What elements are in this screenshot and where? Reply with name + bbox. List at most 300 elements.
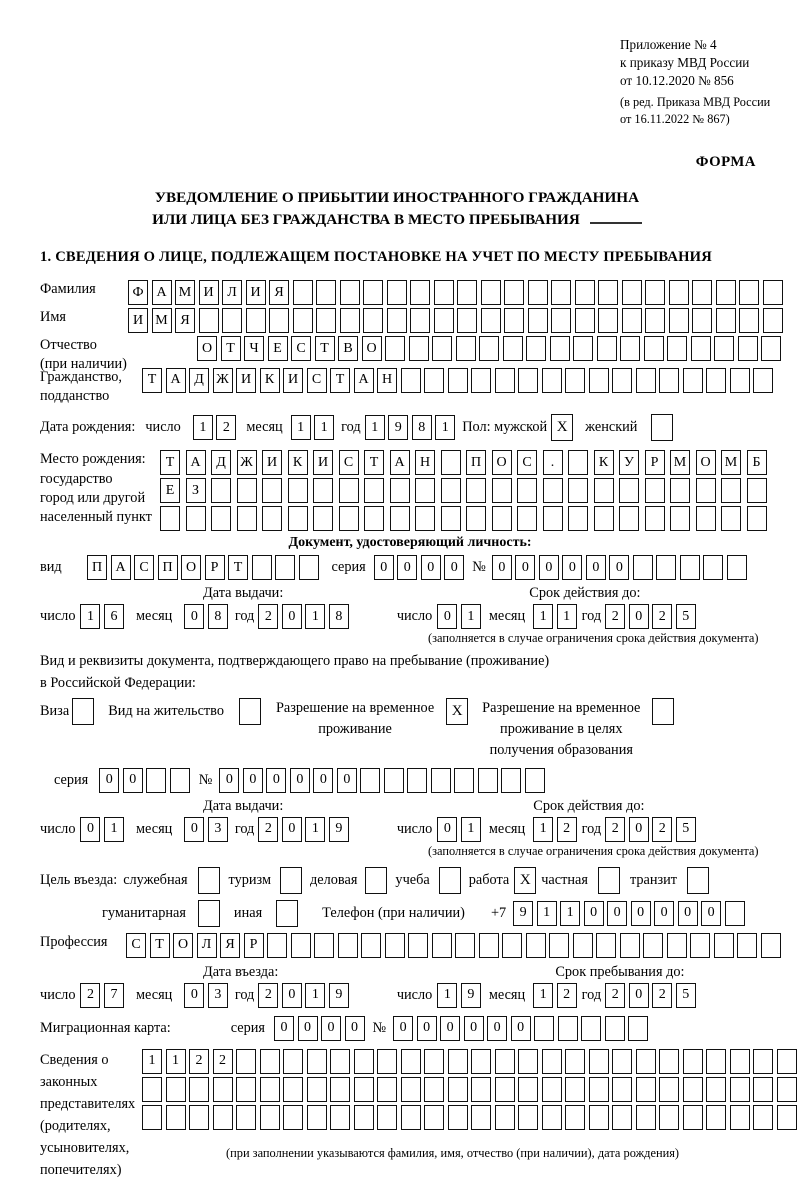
form-cell[interactable]: 0 — [243, 768, 263, 793]
form-cell[interactable]: 1 — [560, 901, 580, 926]
form-cell[interactable]: 1 — [461, 604, 481, 629]
form-cell[interactable] — [706, 368, 726, 393]
form-cell[interactable] — [471, 368, 491, 393]
form-cell[interactable]: 0 — [321, 1016, 341, 1041]
form-cell[interactable] — [777, 1105, 797, 1130]
form-cell[interactable] — [644, 336, 664, 361]
form-cell[interactable] — [716, 308, 736, 333]
form-cell[interactable] — [260, 1105, 280, 1130]
form-cell[interactable]: Е — [268, 336, 288, 361]
form-cell[interactable] — [543, 478, 563, 503]
form-cell[interactable] — [236, 1105, 256, 1130]
form-cell[interactable] — [504, 308, 524, 333]
form-cell[interactable] — [645, 506, 665, 531]
form-cell[interactable]: 0 — [337, 768, 357, 793]
form-cell[interactable] — [170, 768, 190, 793]
form-cell[interactable] — [730, 1077, 750, 1102]
form-cell[interactable]: 0 — [629, 604, 649, 629]
form-cell[interactable]: 2 — [652, 604, 672, 629]
form-cell[interactable] — [314, 933, 334, 958]
form-cell[interactable] — [568, 506, 588, 531]
form-cell[interactable] — [518, 1049, 538, 1074]
form-cell[interactable]: 2 — [216, 415, 236, 440]
form-cell[interactable] — [471, 1049, 491, 1074]
form-cell[interactable]: 1 — [461, 817, 481, 842]
form-cell[interactable]: 3 — [208, 817, 228, 842]
form-cell[interactable]: А — [152, 280, 172, 305]
form-cell[interactable]: 9 — [388, 415, 408, 440]
form-cell[interactable] — [364, 478, 384, 503]
form-cell[interactable]: 1 — [533, 983, 553, 1008]
form-cell[interactable] — [377, 1049, 397, 1074]
form-cell[interactable]: 0 — [609, 555, 629, 580]
form-cell[interactable] — [495, 368, 515, 393]
form-cell[interactable] — [645, 308, 665, 333]
form-cell[interactable] — [730, 1105, 750, 1130]
form-cell[interactable] — [706, 1049, 726, 1074]
form-cell[interactable]: 9 — [461, 983, 481, 1008]
form-cell[interactable] — [72, 698, 94, 725]
form-cell[interactable] — [441, 478, 461, 503]
form-cell[interactable]: Я — [220, 933, 240, 958]
form-cell[interactable] — [424, 1105, 444, 1130]
form-cell[interactable]: 0 — [492, 555, 512, 580]
form-cell[interactable] — [360, 768, 380, 793]
form-cell[interactable] — [517, 478, 537, 503]
form-cell[interactable] — [189, 1077, 209, 1102]
form-cell[interactable] — [753, 368, 773, 393]
form-cell[interactable] — [739, 308, 759, 333]
form-cell[interactable]: С — [307, 368, 327, 393]
form-cell[interactable]: 0 — [184, 817, 204, 842]
form-cell[interactable] — [659, 1049, 679, 1074]
form-cell[interactable] — [275, 555, 295, 580]
form-cell[interactable] — [597, 336, 617, 361]
form-cell[interactable] — [542, 1077, 562, 1102]
form-cell[interactable]: Л — [222, 280, 242, 305]
form-cell[interactable] — [448, 368, 468, 393]
form-cell[interactable]: 0 — [631, 901, 651, 926]
form-cell[interactable] — [448, 1077, 468, 1102]
form-cell[interactable]: 0 — [701, 901, 721, 926]
form-cell[interactable]: 9 — [329, 817, 349, 842]
form-cell[interactable]: Т — [150, 933, 170, 958]
form-cell[interactable]: О — [197, 336, 217, 361]
form-cell[interactable]: 0 — [393, 1016, 413, 1041]
form-cell[interactable] — [390, 478, 410, 503]
form-cell[interactable] — [633, 555, 653, 580]
form-cell[interactable]: Т — [221, 336, 241, 361]
form-cell[interactable] — [363, 280, 383, 305]
form-cell[interactable]: 1 — [291, 415, 311, 440]
form-cell[interactable]: 1 — [537, 901, 557, 926]
form-cell[interactable]: И — [262, 450, 282, 475]
form-cell[interactable]: 0 — [282, 983, 302, 1008]
form-cell[interactable] — [528, 308, 548, 333]
form-cell[interactable]: 1 — [435, 415, 455, 440]
form-cell[interactable]: 0 — [511, 1016, 531, 1041]
form-cell[interactable]: 2 — [213, 1049, 233, 1074]
form-cell[interactable]: 0 — [123, 768, 143, 793]
form-cell[interactable] — [448, 1049, 468, 1074]
form-cell[interactable] — [252, 555, 272, 580]
form-cell[interactable] — [211, 506, 231, 531]
form-cell[interactable] — [636, 1105, 656, 1130]
form-cell[interactable]: С — [134, 555, 154, 580]
form-cell[interactable] — [316, 280, 336, 305]
form-cell[interactable] — [503, 336, 523, 361]
form-cell[interactable] — [471, 1077, 491, 1102]
form-cell[interactable] — [589, 368, 609, 393]
form-cell[interactable]: 0 — [298, 1016, 318, 1041]
form-cell[interactable] — [721, 478, 741, 503]
form-cell[interactable]: А — [166, 368, 186, 393]
form-cell[interactable] — [288, 506, 308, 531]
form-cell[interactable] — [620, 336, 640, 361]
form-cell[interactable] — [432, 933, 452, 958]
form-cell[interactable] — [269, 308, 289, 333]
form-cell[interactable] — [659, 1105, 679, 1130]
form-cell[interactable]: 2 — [605, 604, 625, 629]
form-cell[interactable]: 0 — [437, 604, 457, 629]
form-cell[interactable] — [502, 933, 522, 958]
form-cell[interactable] — [589, 1049, 609, 1074]
form-cell[interactable]: 0 — [607, 901, 627, 926]
form-cell[interactable]: 5 — [676, 817, 696, 842]
form-cell[interactable]: 2 — [605, 983, 625, 1008]
form-cell[interactable] — [501, 768, 521, 793]
form-cell[interactable] — [339, 506, 359, 531]
form-cell[interactable]: . — [543, 450, 563, 475]
form-cell[interactable] — [307, 1077, 327, 1102]
form-cell[interactable] — [725, 901, 745, 926]
form-cell[interactable] — [683, 368, 703, 393]
form-cell[interactable]: Т — [160, 450, 180, 475]
form-cell[interactable]: 0 — [282, 604, 302, 629]
form-cell[interactable] — [441, 506, 461, 531]
form-cell[interactable] — [683, 1077, 703, 1102]
form-cell[interactable]: С — [291, 336, 311, 361]
form-cell[interactable] — [598, 308, 618, 333]
form-cell[interactable]: 5 — [676, 604, 696, 629]
form-cell[interactable]: Ж — [237, 450, 257, 475]
form-cell[interactable] — [738, 336, 758, 361]
form-cell[interactable] — [643, 933, 663, 958]
form-cell[interactable] — [594, 478, 614, 503]
form-cell[interactable] — [596, 933, 616, 958]
form-cell[interactable] — [385, 933, 405, 958]
form-cell[interactable] — [518, 368, 538, 393]
form-cell[interactable] — [680, 555, 700, 580]
form-cell[interactable] — [237, 506, 257, 531]
form-cell[interactable] — [142, 1105, 162, 1130]
form-cell[interactable] — [401, 1049, 421, 1074]
form-cell[interactable] — [478, 768, 498, 793]
form-cell[interactable] — [605, 1016, 625, 1041]
form-cell[interactable] — [495, 1049, 515, 1074]
form-cell[interactable]: Е — [160, 478, 180, 503]
form-cell[interactable] — [236, 1077, 256, 1102]
form-cell[interactable] — [581, 1016, 601, 1041]
form-cell[interactable] — [330, 1077, 350, 1102]
form-cell[interactable]: П — [466, 450, 486, 475]
form-cell[interactable]: 1 — [80, 604, 100, 629]
form-cell[interactable] — [669, 280, 689, 305]
form-cell[interactable]: 1 — [533, 604, 553, 629]
form-cell[interactable]: 1 — [305, 817, 325, 842]
form-cell[interactable] — [410, 280, 430, 305]
form-cell[interactable] — [692, 308, 712, 333]
form-cell[interactable]: 3 — [208, 983, 228, 1008]
form-cell[interactable]: О — [696, 450, 716, 475]
form-cell[interactable]: И — [246, 280, 266, 305]
form-cell[interactable] — [619, 506, 639, 531]
form-cell[interactable]: 2 — [189, 1049, 209, 1074]
form-cell[interactable] — [384, 768, 404, 793]
form-cell[interactable] — [166, 1105, 186, 1130]
form-cell[interactable] — [612, 368, 632, 393]
form-cell[interactable] — [481, 280, 501, 305]
form-cell[interactable] — [363, 308, 383, 333]
form-cell[interactable] — [466, 506, 486, 531]
form-cell[interactable] — [612, 1105, 632, 1130]
form-cell[interactable]: М — [721, 450, 741, 475]
form-cell[interactable] — [636, 368, 656, 393]
form-cell[interactable] — [280, 867, 302, 894]
form-cell[interactable]: О — [173, 933, 193, 958]
form-cell[interactable] — [691, 336, 711, 361]
form-cell[interactable]: X — [551, 414, 573, 441]
form-cell[interactable] — [246, 308, 266, 333]
form-cell[interactable] — [387, 308, 407, 333]
form-cell[interactable]: 2 — [652, 983, 672, 1008]
form-cell[interactable]: С — [517, 450, 537, 475]
form-cell[interactable]: 2 — [652, 817, 672, 842]
form-cell[interactable]: 0 — [274, 1016, 294, 1041]
form-cell[interactable] — [659, 368, 679, 393]
form-cell[interactable]: Н — [377, 368, 397, 393]
form-cell[interactable] — [753, 1105, 773, 1130]
form-cell[interactable]: П — [87, 555, 107, 580]
form-cell[interactable]: 1 — [193, 415, 213, 440]
form-cell[interactable] — [339, 478, 359, 503]
form-cell[interactable] — [542, 368, 562, 393]
form-cell[interactable]: 1 — [557, 604, 577, 629]
form-cell[interactable] — [198, 900, 220, 927]
form-cell[interactable]: О — [492, 450, 512, 475]
form-cell[interactable] — [518, 1105, 538, 1130]
form-cell[interactable] — [354, 1105, 374, 1130]
form-cell[interactable]: З — [186, 478, 206, 503]
form-cell[interactable] — [575, 280, 595, 305]
form-cell[interactable] — [568, 450, 588, 475]
form-cell[interactable] — [456, 336, 476, 361]
form-cell[interactable] — [683, 1049, 703, 1074]
form-cell[interactable]: 1 — [533, 817, 553, 842]
form-cell[interactable] — [455, 933, 475, 958]
form-cell[interactable] — [528, 280, 548, 305]
form-cell[interactable] — [542, 1049, 562, 1074]
form-cell[interactable] — [777, 1077, 797, 1102]
form-cell[interactable]: Т — [228, 555, 248, 580]
form-cell[interactable] — [213, 1105, 233, 1130]
form-cell[interactable] — [432, 336, 452, 361]
form-cell[interactable]: 8 — [208, 604, 228, 629]
form-cell[interactable] — [526, 933, 546, 958]
form-cell[interactable]: К — [288, 450, 308, 475]
form-cell[interactable] — [448, 1105, 468, 1130]
form-cell[interactable] — [550, 336, 570, 361]
form-cell[interactable]: 1 — [305, 983, 325, 1008]
form-cell[interactable] — [565, 1077, 585, 1102]
form-cell[interactable]: 0 — [374, 555, 394, 580]
form-cell[interactable]: Ж — [213, 368, 233, 393]
form-cell[interactable] — [696, 478, 716, 503]
form-cell[interactable]: 0 — [219, 768, 239, 793]
form-cell[interactable] — [479, 336, 499, 361]
form-cell[interactable]: М — [670, 450, 690, 475]
form-cell[interactable] — [276, 900, 298, 927]
form-cell[interactable] — [636, 1077, 656, 1102]
form-cell[interactable] — [479, 933, 499, 958]
form-cell[interactable]: X — [446, 698, 468, 725]
form-cell[interactable] — [575, 308, 595, 333]
form-cell[interactable] — [424, 1049, 444, 1074]
form-cell[interactable] — [166, 1077, 186, 1102]
form-cell[interactable]: М — [175, 280, 195, 305]
form-cell[interactable] — [439, 867, 461, 894]
form-cell[interactable] — [636, 1049, 656, 1074]
form-cell[interactable] — [589, 1105, 609, 1130]
form-cell[interactable]: 2 — [557, 983, 577, 1008]
form-cell[interactable]: В — [338, 336, 358, 361]
form-cell[interactable]: 0 — [584, 901, 604, 926]
form-cell[interactable] — [620, 933, 640, 958]
form-cell[interactable] — [706, 1105, 726, 1130]
form-cell[interactable] — [716, 280, 736, 305]
form-cell[interactable] — [612, 1049, 632, 1074]
form-cell[interactable]: 2 — [258, 604, 278, 629]
form-cell[interactable] — [656, 555, 676, 580]
form-cell[interactable]: М — [152, 308, 172, 333]
form-cell[interactable] — [291, 933, 311, 958]
form-cell[interactable]: 0 — [80, 817, 100, 842]
form-cell[interactable] — [645, 280, 665, 305]
form-cell[interactable] — [377, 1105, 397, 1130]
form-cell[interactable]: 0 — [437, 817, 457, 842]
form-cell[interactable] — [534, 1016, 554, 1041]
form-cell[interactable] — [525, 768, 545, 793]
form-cell[interactable] — [739, 280, 759, 305]
form-cell[interactable] — [549, 933, 569, 958]
form-cell[interactable] — [692, 280, 712, 305]
form-cell[interactable]: А — [111, 555, 131, 580]
form-cell[interactable] — [753, 1049, 773, 1074]
form-cell[interactable] — [239, 698, 261, 725]
form-cell[interactable] — [401, 1105, 421, 1130]
form-cell[interactable]: 0 — [184, 604, 204, 629]
form-cell[interactable]: 9 — [513, 901, 533, 926]
form-cell[interactable] — [761, 933, 781, 958]
form-cell[interactable] — [568, 478, 588, 503]
form-cell[interactable] — [659, 1077, 679, 1102]
form-cell[interactable] — [189, 1105, 209, 1130]
form-cell[interactable] — [558, 1016, 578, 1041]
form-cell[interactable] — [283, 1077, 303, 1102]
form-cell[interactable] — [495, 1077, 515, 1102]
form-cell[interactable] — [313, 478, 333, 503]
form-cell[interactable] — [415, 478, 435, 503]
form-cell[interactable] — [761, 336, 781, 361]
form-cell[interactable]: А — [390, 450, 410, 475]
form-cell[interactable] — [730, 368, 750, 393]
form-cell[interactable] — [714, 933, 734, 958]
form-cell[interactable] — [410, 308, 430, 333]
form-cell[interactable] — [186, 506, 206, 531]
form-cell[interactable] — [409, 336, 429, 361]
form-cell[interactable]: 2 — [605, 817, 625, 842]
form-cell[interactable] — [283, 1049, 303, 1074]
form-cell[interactable] — [354, 1077, 374, 1102]
form-cell[interactable]: 0 — [266, 768, 286, 793]
form-cell[interactable] — [401, 368, 421, 393]
form-cell[interactable] — [763, 308, 783, 333]
form-cell[interactable] — [730, 1049, 750, 1074]
form-cell[interactable] — [703, 555, 723, 580]
form-cell[interactable]: Н — [415, 450, 435, 475]
form-cell[interactable]: Т — [330, 368, 350, 393]
form-cell[interactable] — [408, 933, 428, 958]
form-cell[interactable] — [222, 308, 242, 333]
form-cell[interactable] — [690, 933, 710, 958]
form-cell[interactable] — [517, 506, 537, 531]
form-cell[interactable] — [714, 336, 734, 361]
form-cell[interactable] — [763, 280, 783, 305]
form-cell[interactable] — [454, 768, 474, 793]
form-cell[interactable]: С — [126, 933, 146, 958]
form-cell[interactable]: 5 — [676, 983, 696, 1008]
form-cell[interactable]: П — [158, 555, 178, 580]
form-cell[interactable]: Б — [747, 450, 767, 475]
form-cell[interactable]: 1 — [305, 604, 325, 629]
form-cell[interactable] — [573, 933, 593, 958]
form-cell[interactable] — [622, 280, 642, 305]
form-cell[interactable]: Д — [211, 450, 231, 475]
form-cell[interactable] — [213, 1077, 233, 1102]
form-cell[interactable]: 0 — [678, 901, 698, 926]
form-cell[interactable] — [434, 308, 454, 333]
form-cell[interactable]: К — [260, 368, 280, 393]
form-cell[interactable] — [565, 368, 585, 393]
form-cell[interactable] — [504, 280, 524, 305]
form-cell[interactable] — [753, 1077, 773, 1102]
form-cell[interactable]: Т — [315, 336, 335, 361]
form-cell[interactable] — [573, 336, 593, 361]
form-cell[interactable] — [211, 478, 231, 503]
form-cell[interactable]: Р — [645, 450, 665, 475]
form-cell[interactable] — [645, 478, 665, 503]
form-cell[interactable] — [267, 933, 287, 958]
form-cell[interactable]: 1 — [437, 983, 457, 1008]
form-cell[interactable] — [495, 1105, 515, 1130]
form-cell[interactable]: 0 — [629, 817, 649, 842]
form-cell[interactable]: 0 — [397, 555, 417, 580]
form-cell[interactable] — [747, 478, 767, 503]
form-cell[interactable] — [299, 555, 319, 580]
form-cell[interactable] — [340, 308, 360, 333]
form-cell[interactable] — [628, 1016, 648, 1041]
form-cell[interactable]: 2 — [557, 817, 577, 842]
